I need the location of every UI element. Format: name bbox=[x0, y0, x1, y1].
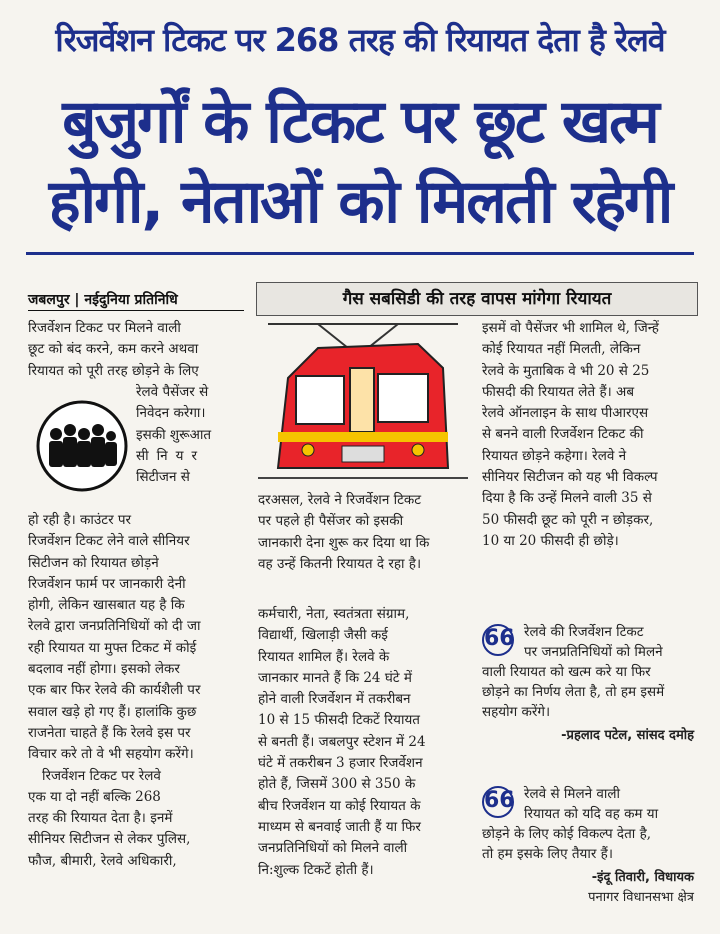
headline-line-1: बुजुर्गों के टिकट पर छूट खत्म bbox=[62, 87, 658, 157]
text-line: 10 से 15 फीसदी टिकटें रियायत bbox=[258, 712, 420, 729]
quote-line: रेलवे से मिलने वाली bbox=[524, 786, 621, 802]
quote-line: पर जनप्रतिनिधियों को मिलने bbox=[524, 644, 663, 660]
column-b-body bbox=[258, 604, 468, 881]
quote-attribution-detail: पनागर विधानसभा क्षेत्र bbox=[588, 890, 694, 905]
text-line: कोई रियायत नहीं मिलती, लेकिन bbox=[482, 341, 641, 358]
text-line: दिया है कि उन्हें मिलने वाली 35 से bbox=[482, 490, 652, 507]
text-line: रेलवे पैसेंजर से bbox=[136, 384, 209, 400]
column-a-narrow bbox=[136, 382, 238, 488]
text-line: होगी, लेकिन खासबात यह है कि bbox=[28, 597, 185, 614]
text-line: पर पहले ही पैसेंजर को इसकी bbox=[258, 513, 404, 530]
text-line: जनप्रतिनिधियों को मिलने वाली bbox=[258, 840, 408, 857]
text-line: 10 या 20 फीसदी ही छोड़े। bbox=[482, 532, 619, 549]
text-line: रेलवे द्वारा जनप्रतिनिधियों को दी जा bbox=[28, 618, 201, 635]
text-line: तरह की रियायत देता है। इनमें bbox=[28, 810, 173, 827]
text-line: इसमें वो पैसेंजर भी शामिल थे, जिन्हें bbox=[482, 320, 659, 336]
text-line: रियायत शामिल हैं। रेलवे के bbox=[258, 648, 390, 665]
text-line: घंटे में तकरीबन 3 हजार रिजर्वेशन bbox=[258, 755, 423, 772]
text-line: रिजर्वेशन टिकट पर रेलवे bbox=[42, 767, 161, 784]
kicker-headline: रिजर्वेशन टिकट पर 268 तरह की रियायत देता है रेलवे bbox=[55, 21, 665, 59]
quote-line: सहयोग करेंगे। bbox=[482, 704, 551, 720]
text-line: विचार करे तो वे भी सहयोग करेंगे। bbox=[28, 746, 194, 763]
text-line: सीनियर सिटीजन से लेकर पुलिस, bbox=[28, 831, 191, 848]
text-line: हो रही है। काउंटर पर bbox=[28, 512, 132, 528]
column-c-body bbox=[482, 318, 702, 552]
text-line: सीनियर सिटीजन को यह भी विकल्प bbox=[482, 469, 658, 486]
quote-attribution: -प्रहलाद पटेल, सांसद दमोह bbox=[561, 728, 694, 743]
text-line: होते हैं, जिसमें 300 से 350 के bbox=[258, 776, 416, 793]
text-line: माध्यम से बनवाई जाती हैं या फिर bbox=[258, 818, 421, 835]
quote-mark-icon: 66 bbox=[482, 786, 514, 818]
headline-rule bbox=[26, 252, 694, 255]
text-line: सिटीजन को रियायत छोड़ने bbox=[28, 554, 159, 571]
text-line: सवाल खड़े हो गए हैं। हालांकि कुछ bbox=[28, 703, 197, 720]
text-line: कर्मचारी, नेता, स्वतंत्रता संग्राम, bbox=[258, 606, 410, 622]
text-line: से बनती हैं। जबलपुर स्टेशन में 24 bbox=[258, 733, 426, 750]
text-line: नि:शुल्क टिकटें होती हैं। bbox=[258, 861, 374, 878]
headline-line-2: होगी, नेताओं को मिलती रहेगी bbox=[48, 167, 672, 237]
text-line: से बनने वाली रिजर्वेशन टिकट की bbox=[482, 426, 644, 443]
quote-line: तो हम इसके लिए तैयार हैं। bbox=[482, 846, 613, 862]
text-line: एक या दो नहीं बल्कि 268 bbox=[28, 788, 161, 805]
text-line: फीसदी की रियायत लेते हैं। अब bbox=[482, 383, 635, 400]
column-b-caption bbox=[258, 490, 468, 575]
text-line: फौज, बीमारी, रेलवे अधिकारी, bbox=[28, 852, 177, 869]
text-line: राजनेता चाहते हैं कि रेलवे इस पर bbox=[28, 724, 191, 741]
text-line: होने वाली रिजर्वेशन में तकरीबन bbox=[258, 691, 411, 708]
text-line: रियायत को पूरी तरह छोड़ने के लिए bbox=[28, 362, 199, 379]
train-illustration bbox=[258, 318, 468, 488]
text-line: रिजर्वेशन टिकट पर मिलने वाली bbox=[28, 320, 181, 336]
quote-line: रियायत को यदि वह कम या bbox=[524, 806, 659, 822]
text-line: रियायत छोड़ने कहेगा। रेलवे ने bbox=[482, 447, 627, 464]
quote-line: छोड़ने का निर्णय लेता है, तो हम इसमें bbox=[482, 684, 665, 700]
quote-mark-icon: 66 bbox=[482, 624, 514, 656]
text-line: एक बार फिर रेलवे की कार्यशैली पर bbox=[28, 682, 201, 699]
quote-line: रेलवे की रिजर्वेशन टिकट bbox=[524, 624, 644, 640]
text-line: निवेदन करेगा। bbox=[136, 405, 206, 422]
text-line: सिटीजन से bbox=[136, 469, 190, 486]
quote-attribution: -इंदू तिवारी, विधायक bbox=[591, 870, 694, 885]
text-line: रिजर्वेशन फार्म पर जानकारी देनी bbox=[28, 575, 186, 592]
text-line: रही रियायत या मुफ्त टिकट में कोई bbox=[28, 639, 197, 656]
text-line: इसकी शुरूआत bbox=[136, 426, 212, 443]
dateline: जबलपुर | नईदुनिया प्रतिनिधि bbox=[28, 292, 178, 308]
text-line: रेलवे ऑनलाइन के साथ पीआरएस bbox=[482, 405, 649, 422]
text-line: जानकारी देना शुरू कर दिया था कि bbox=[258, 534, 430, 551]
text-line: जानकार मानते हैं कि 24 घंटे में bbox=[258, 669, 412, 686]
sub-headline-banner: गैस सबसिडी की तरह वापस मांगेगा रियायत bbox=[256, 282, 698, 316]
column-a-top bbox=[28, 318, 238, 382]
text-line: विद्यार्थी, खिलाड़ी जैसी कई bbox=[258, 627, 388, 644]
text-line: सीनियर bbox=[136, 447, 205, 464]
text-line: छूट को बंद करने, कम करने अथवा bbox=[28, 341, 199, 358]
text-line: रेलवे के मुताबिक वे भी 20 से 25 bbox=[482, 362, 650, 379]
quote-line: छोड़ने के लिए कोई विकल्प देता है, bbox=[482, 826, 652, 842]
column-a-body bbox=[28, 510, 238, 872]
text-line: बीच रिजर्वेशन या कोई रियायत के bbox=[258, 797, 421, 814]
people-group-icon bbox=[32, 400, 132, 492]
text-line: बदलाव नहीं होगा। इसको लेकर bbox=[28, 661, 180, 678]
text-line: रिजर्वेशन टिकट लेने वाले सीनियर bbox=[28, 533, 190, 550]
dateline-underline bbox=[28, 310, 244, 311]
text-line: 50 फीसदी छूट को पूरी न छोड़कर, bbox=[482, 511, 654, 528]
pull-quote-2 bbox=[482, 784, 702, 908]
text-line: दरअसल, रेलवे ने रिजर्वेशन टिकट bbox=[258, 492, 422, 508]
quote-line: वाली रियायत को खत्म करे या फिर bbox=[482, 664, 651, 680]
text-line: वह उन्हें कितनी रियायत दे रहा है। bbox=[258, 555, 422, 572]
pull-quote-1 bbox=[482, 622, 702, 746]
